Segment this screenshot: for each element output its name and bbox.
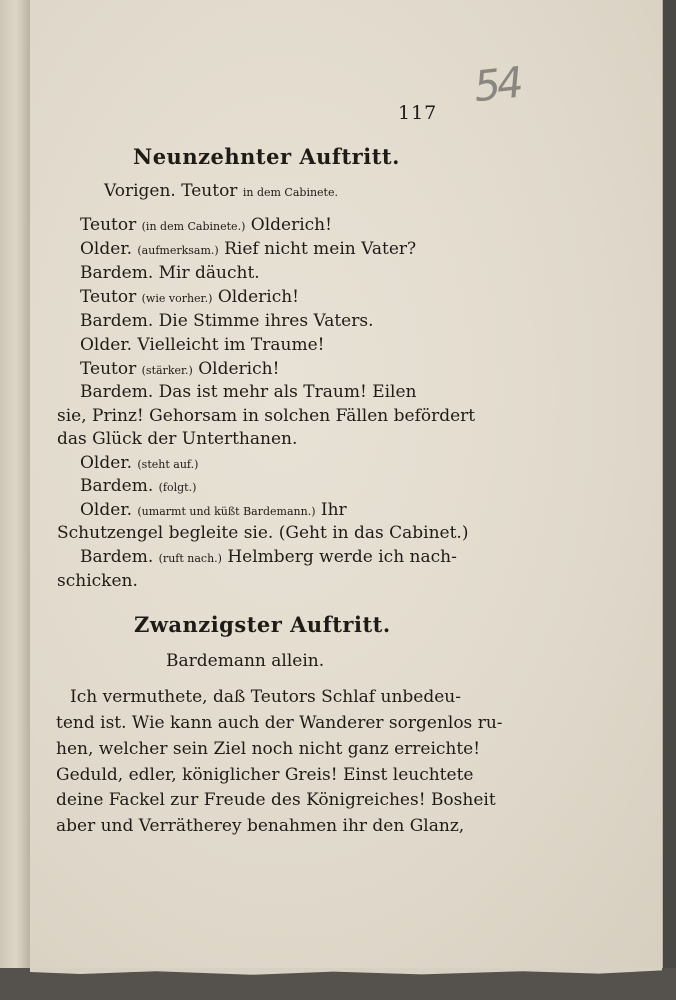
speaker-name: Teutor [80,359,137,379]
stage-direction-inline: (folgt.) [158,481,197,494]
speaker-name: Teutor [80,215,137,235]
page-bottom-edge [0,968,676,1000]
spoken-text: Mir däucht. [158,263,260,283]
paragraph-line: Ich vermuthete, daß Teutors Schlaf unbedeu- [70,687,461,707]
dialogue-line [80,262,260,284]
page-number: 117 [398,102,438,124]
dialogue-line [80,214,332,238]
paragraph-line: aber und Verrätherey benahmen ihr den Glanz, [56,816,465,836]
stage-direction-inline: (aufmerksam.) [137,244,219,257]
dialogue-line [80,310,374,332]
scene19-stage-direction [104,180,338,204]
paragraph-line: hen, welcher sein Ziel noch nicht ganz erreichte! [56,739,481,759]
spoken-text: Das ist mehr als Traum! Eilen [158,382,417,402]
speaker-name: Bardem. [80,382,154,402]
speaker-name: Bardem. [80,476,154,496]
stage-direction-inline: (umarmt und küßt Bardemann.) [137,505,316,518]
dialogue-line [57,405,475,427]
speaker-name: Bardem. [80,547,154,567]
spoken-text: Olderich! [198,359,280,379]
dialogue-line [80,286,299,310]
speaker-name: Older. [80,500,132,520]
speaker-name: Older. [80,239,132,259]
stage-direction-inline: (steht auf.) [137,458,199,471]
dialogue-line [80,381,417,403]
stage-direction-inline: (stärker.) [141,364,193,377]
speaker-name: Teutor [80,287,137,307]
stage-note: in dem Cabinete. [242,186,338,199]
spoken-text: das Glück der Unterthanen. [57,429,298,449]
previous-page-edge [0,0,32,1000]
speaker-name: Bardem. [80,263,154,283]
dialogue-line [57,428,297,450]
scene20-heading: Zwanzigster Auftritt. [134,612,391,637]
dialogue-line [57,570,138,592]
dialogue-line [80,334,324,356]
paragraph-line: tend ist. Wie kann auch der Wanderer sorgenlos ru- [56,713,503,733]
dialogue-line [80,546,457,570]
spoken-text: Olderich! [250,215,332,235]
dialogue-line [80,452,198,476]
spoken-text: Ihr [320,500,347,520]
dialogue-line [80,358,279,382]
dialogue-line [57,522,468,544]
spoken-text: Die Stimme ihres Vaters. [158,311,374,331]
speaker-name: Older. [80,453,132,473]
dialogue-line [80,238,416,262]
scene20-stage-direction: Bardemann allein. [166,651,325,671]
speaker-name: Bardem. [80,311,154,331]
paragraph-line: Geduld, edler, königlicher Greis! Einst leuchtete [56,765,474,785]
dialogue-line [80,475,196,499]
spoken-text: Vielleicht im Traume! [137,335,325,355]
handwritten-page-note: 54 [471,57,522,112]
spoken-text: sie, Prinz! Gehorsam in solchen Fällen befördert [57,406,476,426]
spoken-text: Schutzengel begleite sie. (Geht in das Cabinet.) [57,523,469,543]
stage-direction-inline: (in dem Cabinete.) [141,220,246,233]
stage-direction-inline: (wie vorher.) [141,292,213,305]
dialogue-line [80,499,347,523]
stage-direction-inline: (ruft nach.) [158,552,222,565]
scene19-heading: Neunzehnter Auftritt. [133,144,400,169]
spoken-text: Rief nicht mein Vater? [224,239,417,259]
spoken-text: Helmberg werde ich nach- [227,547,457,567]
spoken-text: schicken. [57,571,138,591]
stage-characters: Vorigen. Teutor [104,181,238,201]
speaker-name: Older. [80,335,132,355]
spoken-text: Olderich! [217,287,299,307]
paragraph-line: deine Fackel zur Freude des Königreiches! Bosheit [56,790,496,810]
